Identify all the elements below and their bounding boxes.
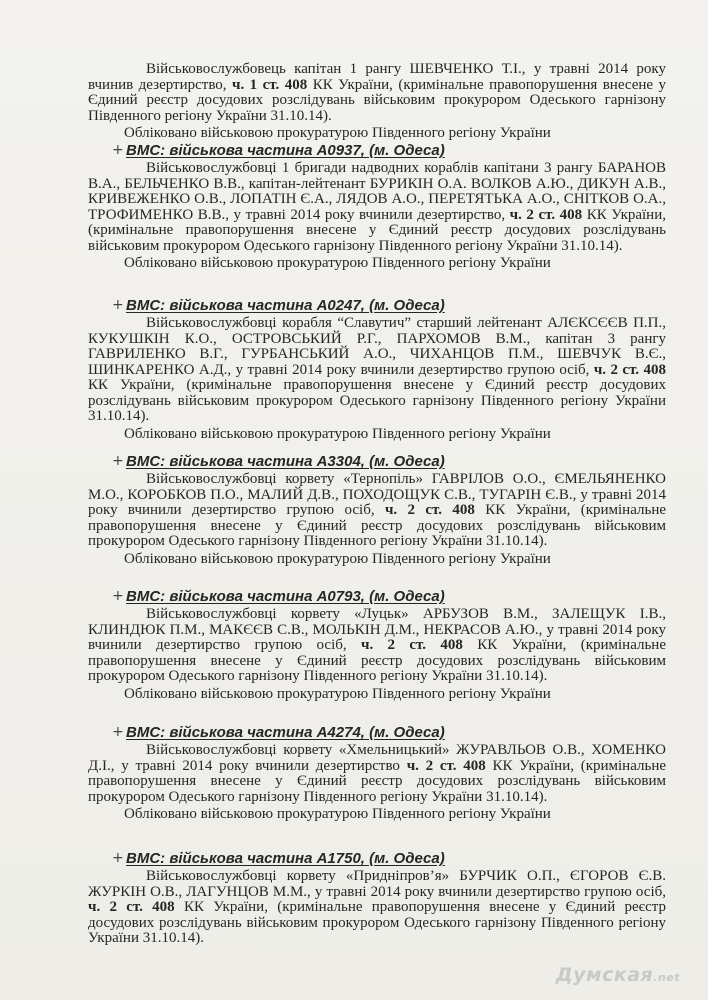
record-5 [88,743,666,823]
record-text: Військовослужбовці корвету «Хмельницький» ЖУРАВЛЬОВ О.В., ХОМЕНКО Д.І., у травні 2014 року вчинили дезертирство ч. 2 ст. 408 КК України, (кримінальне правопорушення внесене у Єдиний реєстр досудових розслідувань військовим прокурором Одеського гарнізону Південного регіону України 31.10.14). [88,742,667,805]
record-text: Військовослужбовці корвету «Луцьк» АРБУЗОВ В.М., ЗАЛЕЩУК І.В., КЛИНДЮК П.М., МАКЄЄВ С.В., МОЛЬКІН Д.М., НЕКРАСОВ А.Ю., у травні 2014 року вчинили дезертирство групою осіб, ч. 2 ст. 408 КК України, (кримінальне правопорушення внесене у Єдиний реєстр досудових розслідувань військовим прокурором Одеського гарнізону Південного регіону України 31.10.14). [88,606,666,684]
registration-note: Обліковано військовою прокуратурою Південного регіону України [124,550,551,567]
registration-note: Обліковано військовою прокуратурою Південного регіону України [124,125,551,141]
record-text: Військовослужбовці корвету «Придніпров’я» БУРЧИК О.П., ЄГОРОВ Є.В. ЖУРКІН О.В., ЛАГУНЦОВ М.М., у травні 2014 року вчинили дезертирство групою осіб, ч. 2 ст. 408 КК України, (кримінальне правопорушення внесене у Єдиний реєстр досудових розслідувань військовим прокурором Одеського гарнізону Південного регіону України 31.10.14). [88,868,666,946]
plus-mark-icon: + [112,453,124,469]
record-4 [88,607,666,702]
record-2 [88,316,666,442]
article-ref: ч. 2 ст. 408 [360,637,463,653]
registration-note: Обліковано військовою прокуратурою Південного регіону України [124,806,551,822]
record-3 [88,472,666,567]
plus-mark-icon: + [112,297,124,313]
article-ref: ч. 2 ст. 408 [384,502,475,518]
record-text: Військовослужбовець капітан 1 рангу ШЕВЧЕНКО Т.І., у травні 2014 року вчинив дезертирство, ч. 1 ст. 408 КК України, (кримінальне правопорушення внесене у Єдиний реєстр досудових розслідувань військовим прокурором Одеського гарнізону Південного регіону України 31.10.14). [88,61,666,124]
record-0 [88,62,666,142]
plus-mark-icon: + [112,588,124,604]
plus-mark-icon: + [112,142,124,158]
article-ref: ч. 2 ст. 408 [88,899,175,915]
record-text: Військовослужбовці корвету «Тернопіль» ГАВРІЛОВ О.О., ЄМЕЛЬЯНЕНКО М.О., КОРОБКОВ П.О., МАЛИЙ Д.В., ПОХОДОЩУК С.В., ТУГАРІН Є.В., у травні 2014 року вчинили дезертирство групою осіб, ч. 2 ст. 408 КК України, (кримінальне правопорушення внесене у Єдиний реєстр досудових розслідувань військовим прокурором Одеського гарнізону Південного регіону України 31.10.14). [88,471,666,549]
registration-note: Обліковано військовою прокуратурою Південного регіону України [124,425,551,442]
article-ref: ч. 2 ст. 408 [509,206,583,223]
unit-header: ВМС: військова частина А1750, (м. Одеса) [126,850,445,867]
source-watermark: Думская.net [555,964,680,986]
record-text: Військовослужбовці корабля “Славутич” старший лейтенант АЛЄКСЄЄВ П.П., КУКУШКІН К.О., ОСТРОВСЬКИЙ Р.Г., ПАРХОМОВ В.М., капітан 3 рангу ГАВРИЛЕНКО В.Г., ГУРБАНСЬКИЙ А.О., ЧИХАНЦОВ П.М., ШЕВЧУК В.Є., ШИНКАРЕНКО А.Д., у травні 2014 року вчинили дезертирство групою осіб, ч. 2 ст. 408 КК України, (кримінальне правопорушення внесене у Єдиний реєстр досудових розслідувань військовим прокурором Одеського гарнізону Південного регіону України 31.10.14). [88,315,666,424]
unit-header: ВМС: військова частина А0793, (м. Одеса) [126,588,445,605]
plus-mark-icon: + [112,724,124,740]
article-ref: ч. 1 ст. 408 [232,76,308,93]
registration-note: Обліковано військовою прокуратурою Південного регіону України [124,255,551,271]
plus-mark-icon: + [112,850,124,866]
record-6 [88,869,666,947]
record-1 [88,161,666,272]
registration-note: Обліковано військовою прокуратурою Південного регіону України [124,685,551,702]
unit-header: ВМС: військова частина А0937, (м. Одеса) [126,142,445,159]
unit-header: ВМС: військова частина А4274, (м. Одеса) [126,724,445,741]
article-ref: ч. 2 ст. 408 [593,361,666,378]
article-ref: ч. 2 ст. 408 [406,757,486,774]
unit-header: ВМС: військова частина А0247, (м. Одеса) [126,297,445,314]
unit-header: ВМС: військова частина А3304, (м. Одеса) [126,453,445,470]
record-text: Військовослужбовці 1 бригади надводних кораблів капітани 3 рангу БАРАНОВ В.А., БЕЛЬЧЕНКО В.В., капітан-лейтенант БУРИКІН О.А. ВОЛКОВ А.Ю., ДИКУН А.В., КРИВЕЖЕНКО О.В., ЛОПАТІН Є.А., ЛЯДОВ А.О., ПЕРЕТЯТЬКА А.О., СНІТКОВ О.А., ТРОФИМЕНКО В.В., у травні 2014 року вчинили дезертирство, ч. 2 ст. 408 КК України, (кримінальне правопорушення внесене у Єдиний реєстр досудових розслідувань військовим прокурором Одеського гарнізону Південного регіону України 31.10.14). [88,160,666,254]
